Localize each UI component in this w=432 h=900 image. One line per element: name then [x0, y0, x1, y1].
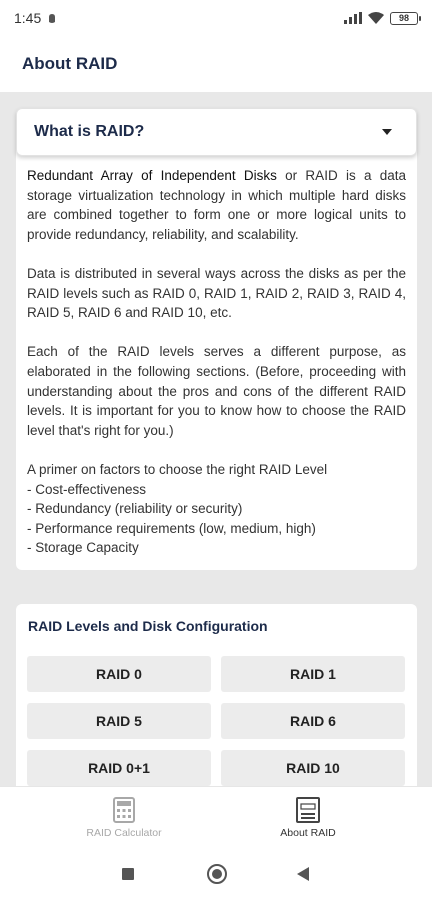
raid-definition-term: Redundant Array of Independent Disks [27, 168, 277, 183]
raid-info-icon [296, 797, 320, 823]
app-bar [0, 36, 432, 92]
wifi-icon [368, 12, 384, 24]
status-bar [0, 0, 432, 36]
raid-0-button[interactable]: RAID 0 [27, 656, 211, 692]
back-icon[interactable] [297, 867, 309, 881]
raid-levels-card [16, 604, 417, 786]
raid-1-button[interactable]: RAID 1 [221, 656, 405, 692]
page-title: About RAID [22, 54, 118, 73]
signal-icon [344, 12, 362, 24]
raid-10-button[interactable]: RAID 10 [221, 750, 405, 786]
notification-icon [47, 12, 57, 24]
nav-label-raid-calculator: RAID Calculator [86, 827, 162, 839]
raid-5-button[interactable]: RAID 5 [27, 703, 211, 739]
intro-paragraph [27, 166, 406, 244]
raid-levels-title: RAID Levels and Disk Configuration [28, 618, 268, 634]
primer-heading: A primer on factors to choose the right RAID Level [27, 461, 328, 477]
primer-paragraph [27, 460, 406, 558]
accordion-body [16, 156, 417, 558]
bottom-navigation [0, 786, 432, 848]
nav-label-about-raid: About RAID [280, 827, 336, 839]
home-icon[interactable] [207, 864, 227, 884]
caret-down-icon[interactable] [382, 129, 392, 135]
factor-item: - Redundancy (reliability or security) [27, 501, 243, 517]
content-area[interactable] [0, 92, 432, 786]
status-right [344, 12, 418, 25]
status-left [14, 10, 57, 26]
raid-6-button[interactable]: RAID 6 [221, 703, 405, 739]
what-is-raid-card [16, 108, 417, 570]
nav-item-about-raid[interactable] [200, 787, 416, 849]
what-is-raid-accordion-header[interactable] [16, 108, 417, 156]
distribution-paragraph: Data is distributed in several ways across the disks as per the RAID levels such as RAID 0, RAID 1, RAID 2, RAID 3, RAID 4, RAID 5, RAID 6 and RAID 10, etc. [27, 265, 406, 321]
accordion-title: What is RAID? [34, 123, 145, 140]
factor-item: - Performance requirements (low, medium, high) [27, 520, 316, 536]
status-time: 1:45 [14, 10, 42, 26]
recents-icon[interactable] [122, 868, 134, 880]
raid-0-plus-1-button[interactable]: RAID 0+1 [27, 750, 211, 786]
system-navigation-bar [0, 848, 432, 900]
intro-text: or RAID is a data storage virtualization technology in which multiple hard disks are combined together to form one or more logical units to provide redundancy, reliability, and scalability. [27, 168, 406, 242]
factor-item: - Storage Capacity [27, 540, 139, 556]
levels-purpose-paragraph: Each of the RAID levels serves a different purpose, as elaborated in the following sections. (Before, proceeding with understanding about the pros and cons of the different RAID levels. It is important for you to know how to choose the RAID level that's right for you.) [27, 344, 406, 438]
calculator-icon [113, 797, 135, 823]
battery-icon: 98 [390, 12, 418, 25]
factor-item: - Cost-effectiveness [27, 481, 147, 497]
